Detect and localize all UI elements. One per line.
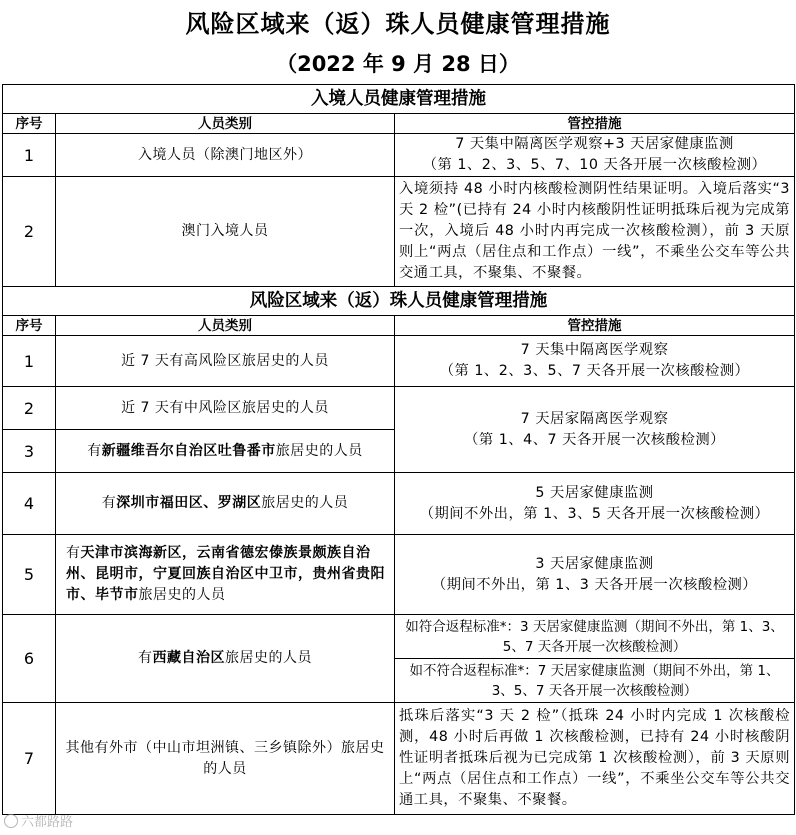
row-no: 6 (3, 615, 56, 703)
category-prefix: 有 (138, 650, 153, 666)
table-header-row (3, 316, 795, 336)
row-measure: 入境须持 48 小时内核酸检测阴性结果证明。入境后落实“3 天 2 检”(已持有 24 小时内核酸阴性证明抵珠后视为完成第一次，入境后 48 小时内再完成一次核酸检测），前 3 天原则上“两点（居住点和工作点）一线”，不乘坐公交车等公共交通工具，不聚集、不聚餐。 (395, 177, 795, 287)
row-category: 近 7 天有高风险区旅居史的人员 (56, 336, 395, 387)
row-measure: 3 天居家健康监测 （期间不外出，第 1、3 天各开展一次核酸检测） (395, 535, 795, 615)
row-no: 3 (3, 430, 56, 473)
category-prefix: 有 (66, 545, 81, 561)
table-row (3, 387, 795, 430)
category-prefix: 有 (101, 495, 117, 511)
header-no: 序号 (3, 114, 56, 134)
header-category: 人员类别 (56, 114, 395, 134)
row-category (56, 430, 395, 473)
row-measure-a: 如符合返程标准*：3 天居家健康监测（期间不外出，第 1、3、5、7 天各开展一次核酸检测） (395, 615, 795, 659)
row-no: 2 (3, 177, 56, 287)
table-row (3, 336, 795, 387)
category-prefix: 有 (87, 442, 102, 459)
watermark-text: 六都路路 (21, 815, 74, 830)
table-row (3, 134, 795, 177)
header-measures: 管控措施 (395, 316, 795, 336)
page-date: （2022 年 9 月 28 日） (276, 52, 520, 76)
health-measures-table (2, 84, 795, 815)
category-place: 新疆维吾尔自治区吐鲁番市 (101, 442, 276, 459)
header-no: 序号 (3, 316, 56, 336)
category-suffix: 旅居史的人员 (261, 495, 349, 511)
header-measures: 管控措施 (395, 114, 795, 134)
category-suffix: 旅居史的人员 (138, 587, 226, 603)
row-category: 澳门入境人员 (56, 177, 395, 287)
row-measure: 7 天集中隔离医学观察+3 天居家健康监测 （第 1、2、3、5、7、10 天各开展一次核酸检测） (395, 134, 795, 177)
row-category (56, 535, 395, 615)
header-category: 人员类别 (56, 316, 395, 336)
table-row (3, 535, 795, 615)
row-measure: 7 天集中隔离医学观察 （第 1、2、3、5、7 天各开展一次核酸检测） (395, 336, 795, 387)
table-row (3, 703, 795, 815)
row-category (56, 473, 395, 535)
row-measure: 7 天居家隔离医学观察 （第 1、4、7 天各开展一次核酸检测） (395, 387, 795, 473)
row-measure: 抵珠后落实“3 天 2 检”（抵珠 24 小时内完成 1 次核酸检测，48 小时后再做 1 次核酸检测，已持有 24 小时核酸阴性证明者抵珠后视为已完成第 1 次核酸检测），前 3 天原则上“两点（居住点和工作点）一线”，不乘坐公交车等公共交通工具，不聚集、不聚餐。 (395, 703, 795, 815)
row-category: 其他有外市（中山市坦洲镇、三乡镇除外）旅居史的人员 (56, 703, 395, 815)
row-category (56, 615, 395, 703)
category-suffix: 旅居史的人员 (275, 442, 363, 459)
table-row (3, 177, 795, 287)
table-row (3, 473, 795, 535)
section-title-risk-areas: 风险区域来（返）珠人员健康管理措施 (3, 287, 795, 316)
watermark (4, 811, 73, 830)
category-suffix: 旅居史的人员 (225, 650, 312, 666)
watermark-icon (4, 814, 18, 828)
table-header-row (3, 114, 795, 134)
row-no: 1 (3, 134, 56, 177)
row-no: 2 (3, 387, 56, 430)
row-category: 近 7 天有中风险区旅居史的人员 (56, 387, 395, 430)
category-place: 深圳市福田区、罗湖区 (116, 495, 262, 511)
row-measure: 5 天居家健康监测 （期间不外出，第 1、3、5 天各开展一次核酸检测） (395, 473, 795, 535)
row-measure-b: 如不符合返程标准*：7 天居家健康监测（期间不外出，第 1、3、5、7 天各开展一次核酸检测） (395, 659, 795, 703)
row-no: 4 (3, 473, 56, 535)
row-no: 7 (3, 703, 56, 815)
row-category: 入境人员（除澳门地区外） (56, 134, 395, 177)
table-row (3, 615, 795, 659)
category-place: 天津市滨海新区，云南省德宏傣族景颇族自治州、昆明市，宁夏回族自治区中卫市，贵州省贵阳市、毕节市 (66, 545, 385, 603)
category-place: 西藏自治区 (152, 650, 225, 666)
section-title-inbound: 入境人员健康管理措施 (3, 85, 795, 114)
page-title: 风险区域来（返）珠人员健康管理措施 (185, 10, 611, 38)
row-no: 1 (3, 336, 56, 387)
row-no: 5 (3, 535, 56, 615)
